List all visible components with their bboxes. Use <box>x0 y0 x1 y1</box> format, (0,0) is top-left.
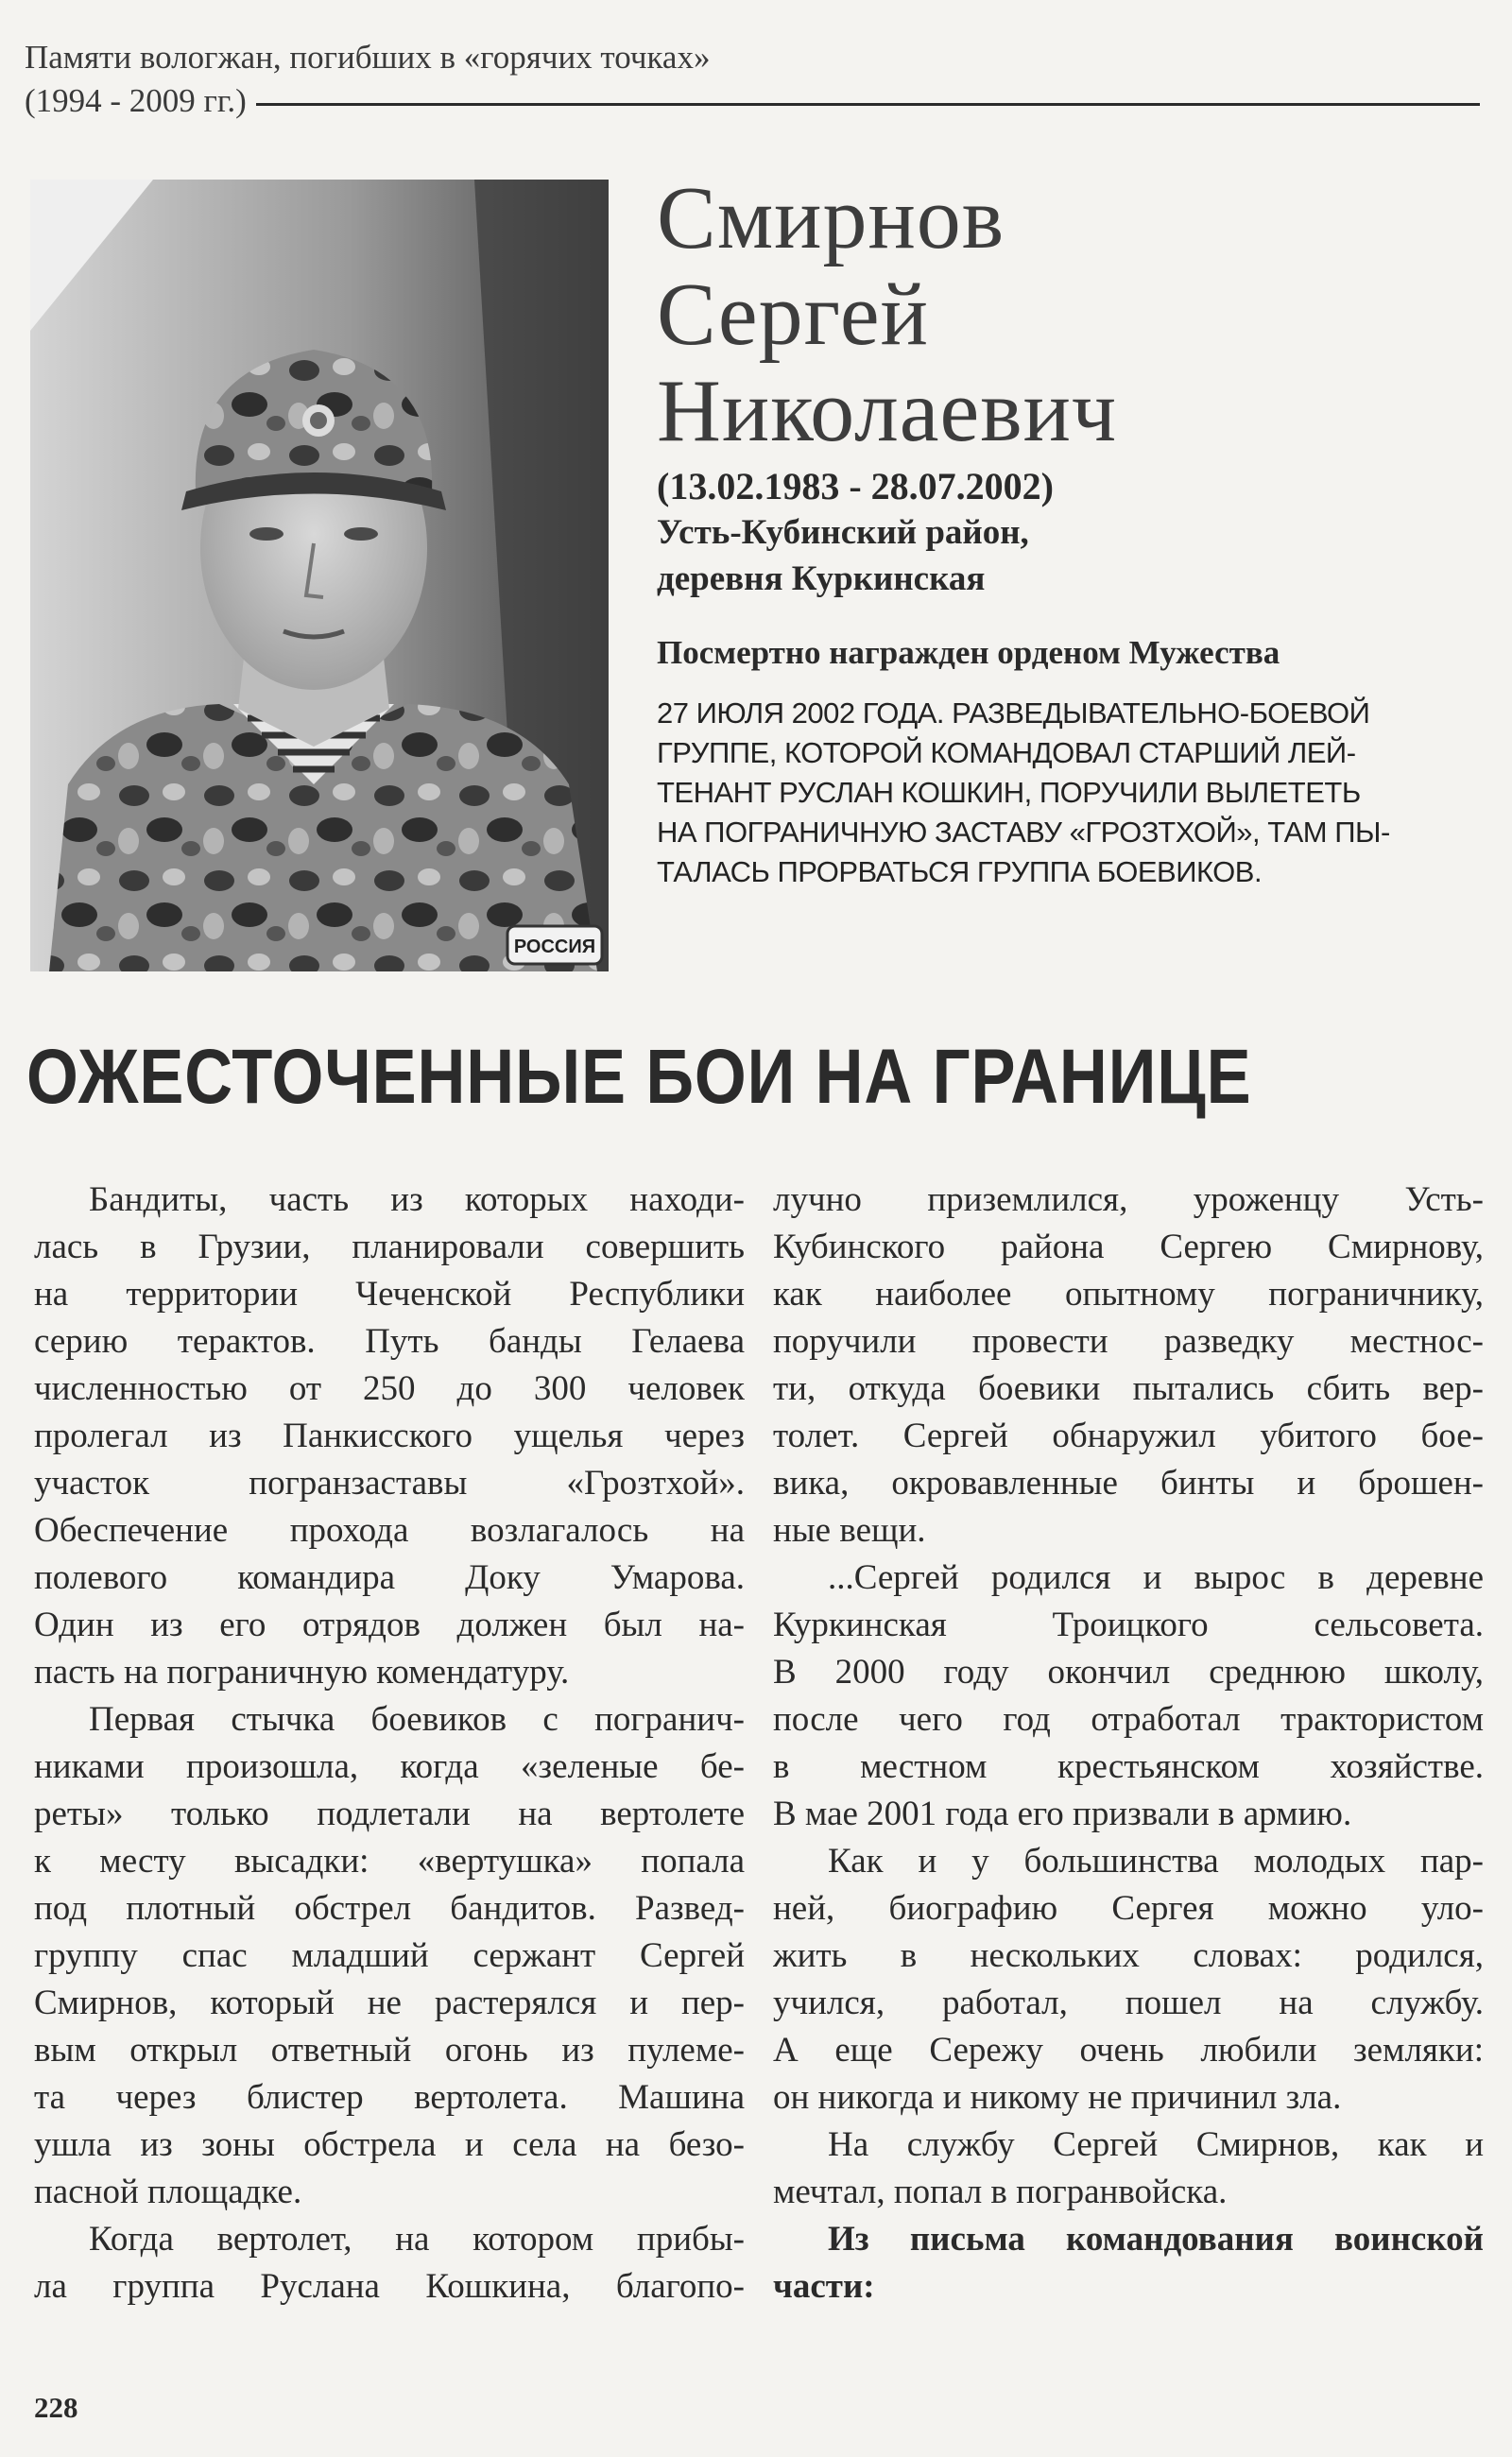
text-line: В мае 2001 года его призвали в армию. <box>773 1795 1352 1833</box>
text-line: поручили провести разведку местнос- <box>773 1322 1484 1361</box>
text-line: участок погранзаставы «Грозтхой». <box>34 1464 745 1503</box>
text-line: В 2000 году окончил среднюю школу, <box>773 1653 1484 1692</box>
letter-heading-line: Из письма командования воинской <box>828 2220 1484 2259</box>
place-line-2: деревня Куркинская <box>657 559 986 598</box>
text-line: ные вещи. <box>773 1511 926 1550</box>
text-line: толет. Сергей обнаружил убитого бое- <box>773 1417 1484 1455</box>
article-headline: ОЖЕСТОЧЕННЫЕ БОИ НА ГРАНИЦЕ <box>26 1034 1252 1120</box>
text-line: Один из его отрядов должен был на- <box>34 1606 745 1644</box>
text-line: ней, биографию Сергея можно уло- <box>773 1889 1484 1928</box>
running-head-years-row <box>25 79 1480 123</box>
text-line: после чего год отработал трактористом <box>773 1700 1484 1739</box>
text-line: лучно приземлился, уроженцу Усть- <box>773 1180 1484 1219</box>
place-line-1: Усть-Кубинский район, <box>657 513 1029 552</box>
text-line: Куркинская Троицкого сельсовета. <box>773 1606 1484 1644</box>
text-line: Смирнов, который не растерялся и пер- <box>34 1984 745 2022</box>
text-line: та через блистер вертолета. Машина <box>34 2078 745 2117</box>
running-head-years: (1994 - 2009 гг.) <box>25 82 247 119</box>
text-line: лась в Грузии, планировали совершить <box>34 1228 745 1266</box>
right-column <box>773 1177 1484 2311</box>
text-line: реты» только подлетали на вертолете <box>34 1795 745 1833</box>
lead-line: 27 ИЮЛЯ 2002 ГОДА. РАЗВЕДЫВАТЕЛЬНО-БОЕВОЙ <box>657 696 1370 730</box>
text-line: жить в нескольких словах: родился, <box>773 1936 1484 1975</box>
text-line: Бандиты, часть из которых находи- <box>89 1180 745 1219</box>
page-number: 228 <box>34 2391 78 2424</box>
lead-paragraph <box>657 694 1488 892</box>
text-line: ти, откуда боевики пытались сбить вер- <box>773 1369 1484 1408</box>
letter-heading-line: части: <box>773 2267 875 2306</box>
lead-line: ГРУППЕ, КОТОРОЙ КОМАНДОВАЛ СТАРШИЙ ЛЕЙ- <box>657 736 1356 769</box>
text-line: пасной площадке. <box>34 2173 302 2211</box>
text-line: на территории Чеченской Республики <box>34 1275 745 1314</box>
text-line: к месту высадки: «вертушка» попала <box>34 1842 745 1881</box>
text-line: пасть на пограничную комендатуру. <box>34 1653 570 1692</box>
patronymic: Николаевич <box>657 362 1118 460</box>
text-line: он никогда и никому не причинил зла. <box>773 2078 1342 2117</box>
surname: Смирнов <box>657 169 1005 267</box>
life-dates: (13.02.1983 - 28.07.2002) <box>657 465 1054 507</box>
patch-text: РОССИЯ <box>513 936 596 957</box>
text-line: под плотный обстрел бандитов. Развед- <box>34 1889 745 1928</box>
left-column <box>34 1177 745 2311</box>
soldier-portrait-image <box>30 180 609 971</box>
text-line: вика, окровавленные бинты и брошен- <box>773 1464 1484 1503</box>
text-line: пролегал из Панкисского ущелья через <box>34 1417 745 1455</box>
text-line: никами произошла, когда «зеленые бе- <box>34 1747 745 1786</box>
first-name: Сергей <box>657 266 929 364</box>
text-line: численностью от 250 до 300 человек <box>34 1369 745 1408</box>
text-line: учился, работал, пошел на службу. <box>773 1984 1484 2022</box>
text-line: На службу Сергей Смирнов, как и <box>828 2125 1484 2164</box>
lead-line: ТАЛАСЬ ПРОРВАТЬСЯ ГРУППА БОЕВИКОВ. <box>657 855 1263 888</box>
lead-line: ТЕНАНТ РУСЛАН КОШКИН, ПОРУЧИЛИ ВЫЛЕТЕТЬ <box>657 776 1361 809</box>
lead-line: НА ПОГРАНИЧНУЮ ЗАСТАВУ «ГРОЗТХОЙ», ТАМ ПЫ- <box>657 816 1390 849</box>
text-line: группу спас младший сержант Сергей <box>34 1936 745 1975</box>
person-name <box>657 170 1488 459</box>
text-line: Кубинского района Сергею Смирнову, <box>773 1228 1484 1266</box>
text-line: ла группа Руслана Кошкина, благопо- <box>34 2267 745 2306</box>
running-head-title: Памяти вологжан, погибших в «горячих точках» <box>25 39 711 76</box>
text-line: в местном крестьянском хозяйстве. <box>773 1747 1484 1786</box>
text-line: ...Сергей родился и вырос в деревне <box>828 1558 1484 1597</box>
text-line: А еще Сережу очень любили земляки: <box>773 2031 1484 2070</box>
text-line: Когда вертолет, на котором прибы- <box>89 2220 745 2259</box>
header-rule <box>256 103 1480 106</box>
running-head <box>25 36 1480 123</box>
text-line: Как и у большинства молодых пар- <box>828 1842 1484 1881</box>
text-line: серию терактов. Путь банды Гелаева <box>34 1322 745 1361</box>
text-line: Первая стычка боевиков с погранич- <box>89 1700 745 1739</box>
text-line: мечтал, попал в погранвойска. <box>773 2173 1228 2211</box>
text-line: полевого командира Доку Умарова. <box>34 1558 745 1597</box>
portrait-photo <box>30 180 609 971</box>
text-line: ушла из зоны обстрела и села на безо- <box>34 2125 745 2164</box>
person-info <box>657 463 1488 602</box>
text-line: Обеспечение прохода возлагалось на <box>34 1511 745 1550</box>
award-line: Посмертно награжден орденом Мужества <box>657 634 1280 671</box>
text-line: вым открыл ответный огонь из пулеме- <box>34 2031 745 2070</box>
text-line: как наиболее опытному пограничнику, <box>773 1275 1484 1314</box>
